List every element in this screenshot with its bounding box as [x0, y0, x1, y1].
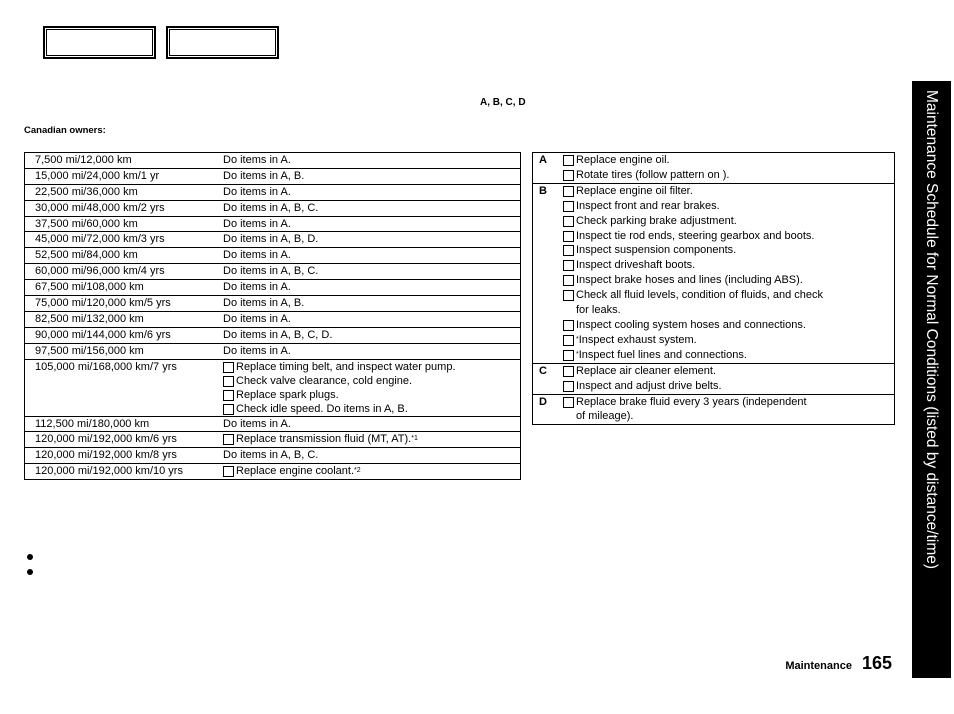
checkbox-icon[interactable] [563, 170, 574, 181]
interval-cell: 22,500 mi/36,000 km [25, 184, 220, 200]
group-item-list [563, 364, 894, 394]
table-row [25, 359, 521, 416]
checkbox-icon[interactable] [563, 201, 574, 212]
table-row [25, 200, 521, 216]
table-row [25, 248, 521, 264]
checkbox-icon[interactable] [563, 186, 574, 197]
table-row [25, 448, 521, 464]
action-text: Do items in A, B, D. [223, 233, 319, 246]
action-text: Do items in A. [223, 417, 291, 430]
bullet-list [27, 554, 33, 584]
checkbox-icon[interactable] [223, 404, 234, 415]
item-text: Inspect brake hoses and lines (including ABS). [576, 274, 803, 287]
item-text: Check idle speed. Do items in A, B. [236, 402, 408, 415]
checkbox-icon[interactable] [563, 155, 574, 166]
item-line [563, 333, 894, 348]
table-row [25, 232, 521, 248]
item-text: Replace air cleaner element. [576, 364, 717, 377]
interval-cell: 90,000 mi/144,000 km/6 yrs [25, 327, 220, 343]
checkbox-icon[interactable] [563, 275, 574, 286]
table-row [25, 432, 521, 448]
table-row [25, 153, 521, 169]
action-cell [219, 264, 521, 280]
action-line [223, 328, 520, 342]
side-tab [912, 81, 951, 678]
group-item-list [563, 153, 894, 183]
interval-cell: 52,500 mi/84,000 km [25, 248, 220, 264]
checkbox-icon[interactable] [223, 376, 234, 387]
checkbox-icon[interactable] [563, 381, 574, 392]
item-text: Inspect driveshaft boots. [576, 259, 696, 272]
action-text: Do items in A, B, C, D. [223, 328, 333, 341]
action-line [223, 432, 520, 446]
action-text: Do items in A. [223, 281, 291, 294]
interval-cell: 30,000 mi/48,000 km/2 yrs [25, 200, 220, 216]
checkbox-icon[interactable] [223, 390, 234, 401]
interval-cell: 105,000 mi/168,000 km/7 yrs [25, 359, 220, 416]
checkbox-icon[interactable] [223, 434, 234, 445]
checkbox-icon[interactable] [563, 290, 574, 301]
action-line [223, 153, 520, 167]
checkbox-icon[interactable] [563, 335, 574, 346]
item-line [563, 184, 894, 199]
action-line [223, 185, 520, 199]
checkbox-icon[interactable] [563, 216, 574, 227]
action-cell [219, 432, 521, 448]
checkbox-icon[interactable] [223, 362, 234, 373]
table-row [25, 280, 521, 296]
table-row [25, 464, 521, 480]
item-line [563, 409, 894, 424]
interval-cell: 37,500 mi/60,000 km [25, 216, 220, 232]
action-text: Do items in A. [223, 312, 291, 325]
item-line [563, 199, 894, 214]
action-line [223, 264, 520, 278]
checkbox-icon[interactable] [563, 260, 574, 271]
checkbox-icon[interactable] [563, 231, 574, 242]
nav-button-next[interactable] [166, 26, 279, 59]
action-text: Do items in A. [223, 185, 291, 198]
item-line [563, 348, 894, 363]
action-text: Do items in A. [223, 154, 291, 166]
item-line [563, 243, 894, 258]
action-cell [219, 359, 521, 416]
item-group-d [533, 395, 894, 425]
item-text: Check valve clearance, cold engine. [236, 374, 413, 387]
interval-cell: 112,500 mi/180,000 km [25, 416, 220, 432]
action-cell [219, 464, 521, 480]
item-line [563, 379, 894, 394]
action-cell [219, 416, 521, 432]
interval-cell: 82,500 mi/132,000 km [25, 311, 220, 327]
action-line [223, 417, 520, 431]
item-line [563, 153, 894, 168]
item-group-a [533, 153, 894, 184]
interval-cell: 15,000 mi/24,000 km/1 yr [25, 168, 220, 184]
checkbox-icon[interactable] [563, 397, 574, 408]
item-line [563, 364, 894, 379]
action-cell [219, 200, 521, 216]
table-row [25, 168, 521, 184]
item-text: Inspect fuel lines and connections. [578, 348, 747, 361]
item-text: Inspect suspension components. [576, 244, 737, 257]
action-cell [219, 311, 521, 327]
item-line [563, 288, 894, 303]
table-row [25, 296, 521, 312]
action-line [223, 344, 520, 358]
group-letter: D [539, 395, 547, 408]
interval-cell: 60,000 mi/96,000 km/4 yrs [25, 264, 220, 280]
item-line [223, 402, 520, 416]
item-line [563, 273, 894, 288]
item-line [563, 168, 894, 183]
item-text: Inspect exhaust system. [578, 333, 697, 346]
footnote-mark: *1 [411, 435, 418, 443]
item-line [223, 374, 520, 388]
table-row [25, 184, 521, 200]
action-text: Do items in A. [223, 344, 291, 357]
item-group-b [533, 184, 894, 364]
item-text: of mileage). [576, 410, 634, 423]
checkbox-icon[interactable] [563, 366, 574, 377]
action-line [223, 201, 520, 215]
item-text: for leaks. [576, 304, 621, 317]
nav-button-prev[interactable] [43, 26, 156, 59]
group-letter: C [539, 364, 547, 377]
item-text: Replace spark plugs. [236, 388, 339, 401]
action-text: Do items in A. [223, 217, 291, 230]
items-heading: A, B, C, D [480, 97, 526, 108]
footnote-mark: * [576, 350, 579, 358]
canadian-owners-label: Canadian owners: [24, 125, 106, 136]
item-text: Replace brake fluid every 3 years (independent [576, 395, 807, 408]
interval-cell: 120,000 mi/192,000 km/8 yrs [25, 448, 220, 464]
action-line [223, 312, 520, 326]
item-text: Inspect and adjust drive belts. [576, 379, 722, 392]
checkbox-icon[interactable] [563, 320, 574, 331]
action-cell [219, 153, 521, 169]
table-row [25, 343, 521, 359]
table-row [25, 311, 521, 327]
item-text: Inspect cooling system hoses and connections. [576, 318, 806, 331]
item-line [563, 395, 894, 410]
action-line [223, 296, 520, 310]
action-text: Do items in A. [223, 249, 291, 262]
table-row [25, 416, 521, 432]
group-letter: B [539, 184, 547, 197]
action-cell [219, 296, 521, 312]
table-row [25, 327, 521, 343]
item-line [563, 229, 894, 244]
interval-cell: 7,500 mi/12,000 km [25, 153, 220, 169]
interval-cell: 97,500 mi/156,000 km [25, 343, 220, 359]
action-cell [219, 280, 521, 296]
action-line [223, 232, 520, 246]
action-text: Do items in A, B. [223, 297, 305, 310]
action-text: Do items in A, B, C. [223, 265, 319, 278]
table-row [25, 216, 521, 232]
item-line [223, 388, 520, 402]
action-line [223, 448, 520, 462]
item-line [563, 214, 894, 229]
action-line [223, 169, 520, 183]
action-line [223, 248, 520, 262]
checkbox-icon[interactable] [223, 466, 234, 477]
interval-cell: 120,000 mi/192,000 km/6 yrs [25, 432, 220, 448]
page-number: 165 [861, 653, 892, 673]
action-text: Replace engine coolant. [236, 465, 355, 478]
action-text: Do items in A, B, C. [223, 449, 319, 462]
interval-cell: 67,500 mi/108,000 km [25, 280, 220, 296]
action-line [223, 217, 520, 231]
action-cell [219, 448, 521, 464]
interval-cell: 45,000 mi/72,000 km/3 yrs [25, 232, 220, 248]
interval-cell: 75,000 mi/120,000 km/5 yrs [25, 296, 220, 312]
footer-section-label: Maintenance [785, 660, 852, 672]
page-footer [785, 653, 892, 674]
footnote-mark: *2 [354, 467, 361, 475]
item-line [563, 303, 894, 318]
action-line [223, 464, 520, 478]
item-text: Replace engine oil. [576, 154, 670, 166]
action-cell [219, 216, 521, 232]
item-text: Rotate tires (follow pattern on ). [576, 168, 730, 181]
action-text: Do items in A, B. [223, 169, 305, 182]
item-text: Check parking brake adjustment. [576, 214, 737, 227]
action-cell [219, 343, 521, 359]
action-text: Replace transmission fluid (MT, AT). [236, 433, 412, 446]
action-cell [219, 248, 521, 264]
item-text: Inspect tie rod ends, steering gearbox and boots. [576, 229, 815, 242]
item-text: Inspect front and rear brakes. [576, 199, 720, 212]
action-line [223, 280, 520, 294]
item-line [563, 258, 894, 273]
action-text: Do items in A, B, C. [223, 201, 319, 214]
action-cell [219, 232, 521, 248]
group-item-list [563, 184, 894, 363]
bullet-icon [27, 569, 33, 575]
bullet-icon [27, 554, 33, 560]
side-tab-title: Maintenance Schedule for Normal Conditions (listed by distance/time) [923, 90, 940, 570]
checkbox-icon[interactable] [563, 245, 574, 256]
interval-cell: 120,000 mi/192,000 km/10 yrs [25, 464, 220, 480]
action-cell [219, 168, 521, 184]
schedule-table [24, 152, 521, 480]
item-line [563, 318, 894, 333]
table-row [25, 264, 521, 280]
group-item-list [563, 395, 894, 425]
item-text: Check all fluid levels, condition of fluids, and check [576, 289, 824, 302]
item-group-c [533, 364, 894, 395]
item-line [223, 360, 520, 374]
group-letter: A [539, 154, 547, 166]
footnote-mark: * [576, 335, 579, 343]
checkbox-icon[interactable] [563, 350, 574, 361]
maintenance-items-table [532, 152, 895, 425]
action-cell [219, 327, 521, 343]
item-text: Replace timing belt, and inspect water pump. [236, 360, 456, 373]
item-text: Replace engine oil filter. [576, 184, 693, 197]
action-cell [219, 184, 521, 200]
